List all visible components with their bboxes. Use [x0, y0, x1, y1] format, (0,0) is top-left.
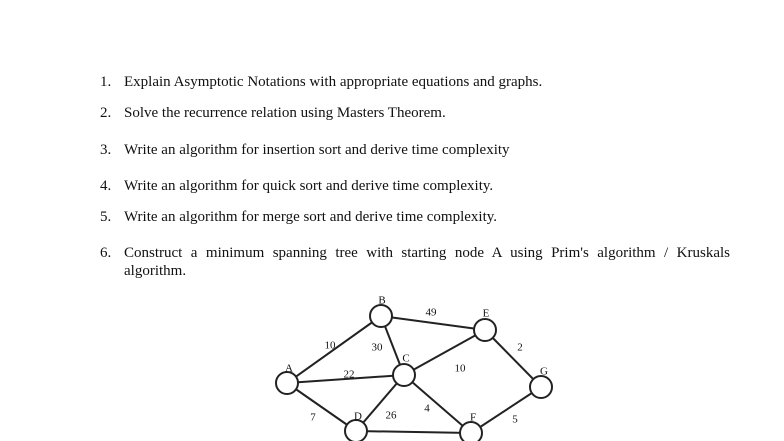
question-text: Write an algorithm for merge sort and derive time complexity.	[124, 209, 498, 225]
question-number: 2.	[100, 105, 112, 121]
node-label: F	[469, 411, 477, 424]
edge-weight-label: 5	[512, 413, 518, 426]
edge-weight-label: 2	[517, 341, 523, 354]
question-text: Write an algorithm for insertion sort and derive time complexity	[124, 142, 510, 158]
question-text: Solve the recurrence relation using Masters Theorem.	[124, 105, 446, 121]
node-a	[276, 372, 298, 394]
question-text: Write an algorithm for quick sort and derive time complexity.	[124, 178, 494, 194]
question-text: Explain Asymptotic Notations with appropriate equations and graphs.	[124, 74, 543, 90]
question-number: 3.	[100, 142, 112, 158]
edge-c-f	[404, 375, 471, 433]
graph-node-labels	[285, 295, 548, 424]
graph-nodes	[276, 305, 552, 441]
node-g	[530, 376, 552, 398]
node-label: C	[402, 352, 410, 365]
edge-weight-label: 26	[385, 409, 397, 422]
node-d	[345, 420, 367, 441]
edge-a-d	[287, 383, 356, 431]
edge-weight-label: 49	[425, 306, 437, 319]
question-number: 1.	[100, 74, 112, 90]
node-f	[460, 422, 482, 441]
node-label: D	[354, 410, 362, 423]
edge-f-g	[471, 387, 541, 433]
edge-weight-label: 10	[324, 339, 336, 352]
edge-weight-label: 30	[371, 341, 383, 354]
node-label: A	[285, 362, 293, 375]
question-number: 6.	[100, 245, 112, 261]
edge-weight-label: 4	[424, 402, 430, 415]
edge-d-f	[356, 431, 471, 433]
edge-c-e	[404, 330, 485, 375]
node-label: E	[482, 307, 490, 320]
node-c	[393, 364, 415, 386]
node-b	[370, 305, 392, 327]
question-text: Construct a minimum spanning tree with starting node A using Prim's algorithm / Kruskals algorithm.	[124, 245, 730, 279]
edge-weight-label: 22	[343, 368, 355, 381]
question-number: 5.	[100, 209, 112, 225]
node-e	[474, 319, 496, 341]
edge-weight-label: 10	[454, 362, 466, 375]
node-label: G	[540, 365, 548, 378]
node-label: B	[378, 294, 386, 307]
edge-weight-label: 7	[310, 411, 316, 424]
question-number: 4.	[100, 178, 112, 194]
